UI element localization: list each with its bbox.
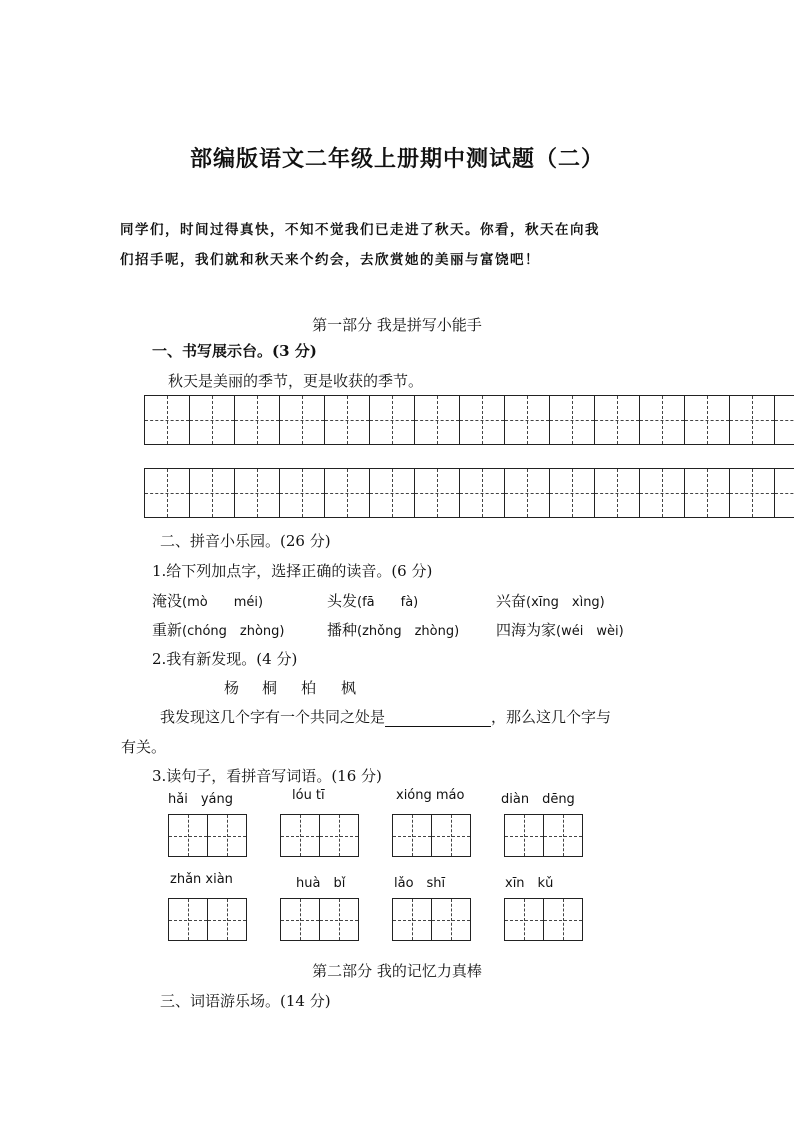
writing-cell[interactable] [279, 468, 325, 518]
pinyin-label: hǎi yáng [168, 792, 233, 807]
pinyin-label: lóu tī [292, 788, 325, 803]
pinyin-label: zhǎn xiàn [170, 872, 233, 887]
writing-cell[interactable] [774, 395, 794, 445]
writing-cell[interactable] [324, 395, 370, 445]
word-box[interactable] [504, 814, 583, 857]
q2-char: 柏 [301, 679, 317, 697]
writing-cell[interactable] [144, 468, 190, 518]
word-box[interactable] [392, 898, 471, 941]
writing-cell[interactable] [684, 395, 730, 445]
q1-heading: 1.给下列加点字，选择正确的读音。(6 分) [152, 562, 433, 580]
word-box[interactable] [168, 898, 247, 941]
part1-heading: 第一部分 我是拼写小能手 [312, 316, 482, 334]
part2-heading: 第二部分 我的记忆力真棒 [312, 962, 482, 980]
writing-cell[interactable] [639, 395, 685, 445]
writing-cell[interactable] [684, 468, 730, 518]
section1-sentence: 秋天是美丽的季节，更是收获的季节。 [168, 372, 424, 390]
section1-heading: 一、书写展示台。(3 分) [152, 342, 317, 360]
page-title: 部编版语文二年级上册期中测试题（二） [189, 146, 604, 172]
intro-line-2: 们招手呢，我们就和秋天来个约会，去欣赏她的美丽与富饶吧！ [120, 252, 540, 268]
writing-cell[interactable] [549, 468, 595, 518]
answer-blank[interactable] [385, 712, 491, 727]
writing-cell[interactable] [594, 468, 640, 518]
intro-line-1: 同学们，时间过得真快，不知不觉我们已走进了秋天。你看，秋天在向我 [120, 222, 600, 238]
section2-heading: 二、拼音小乐园。(26 分) [160, 532, 331, 550]
word-box[interactable] [392, 814, 471, 857]
q2-heading: 2.我有新发现。(4 分) [152, 650, 298, 668]
writing-cell[interactable] [729, 468, 775, 518]
writing-cell[interactable] [774, 468, 794, 518]
section3-heading: 三、词语游乐场。(14 分) [160, 992, 331, 1010]
word-box[interactable] [280, 814, 359, 857]
word-box[interactable] [168, 814, 247, 857]
q1-item: 重新(chóng zhòng) [152, 621, 285, 639]
word-box[interactable] [504, 898, 583, 941]
writing-cell[interactable] [144, 395, 190, 445]
writing-cell[interactable] [414, 395, 460, 445]
q1-item: 播种(zhǒng zhòng) [327, 621, 460, 639]
pinyin-label: xióng máo [396, 788, 465, 803]
q1-item: 四海为家(wéi wèi) [496, 621, 624, 639]
q3-heading: 3.读句子，看拼音写词语。(16 分) [152, 767, 382, 785]
writing-cell[interactable] [324, 468, 370, 518]
writing-cell[interactable] [279, 395, 325, 445]
q2-char: 杨 [224, 679, 240, 697]
writing-cell[interactable] [729, 395, 775, 445]
writing-cell[interactable] [459, 468, 505, 518]
q2-sentence-cont: 有关。 [121, 738, 167, 756]
q1-item: 淹没(mò méi) [152, 592, 264, 610]
writing-cell[interactable] [189, 468, 235, 518]
writing-cell[interactable] [234, 395, 280, 445]
writing-cell[interactable] [414, 468, 460, 518]
q1-item: 兴奋(xīng xìng) [496, 592, 605, 610]
pinyin-label: huà bǐ [296, 876, 346, 891]
q2-char: 桐 [262, 679, 278, 697]
writing-cell[interactable] [549, 395, 595, 445]
writing-cell[interactable] [594, 395, 640, 445]
word-box[interactable] [280, 898, 359, 941]
pinyin-label: lǎo shī [394, 876, 446, 891]
writing-cell[interactable] [459, 395, 505, 445]
writing-cell[interactable] [189, 395, 235, 445]
writing-cell[interactable] [504, 395, 550, 445]
writing-cell[interactable] [369, 395, 415, 445]
writing-cell[interactable] [504, 468, 550, 518]
writing-cell[interactable] [369, 468, 415, 518]
pinyin-label: xīn kǔ [505, 876, 554, 891]
q2-char: 枫 [341, 679, 357, 697]
writing-grid-row-1[interactable] [144, 395, 794, 445]
writing-cell[interactable] [639, 468, 685, 518]
q2-sentence: 我发现这几个字有一个共同之处是 ，那么这几个字与 [160, 708, 612, 726]
writing-grid-row-2[interactable] [144, 468, 794, 518]
writing-cell[interactable] [234, 468, 280, 518]
q1-item: 头发(fā fà) [327, 592, 419, 610]
pinyin-label: diàn dēng [501, 792, 575, 807]
